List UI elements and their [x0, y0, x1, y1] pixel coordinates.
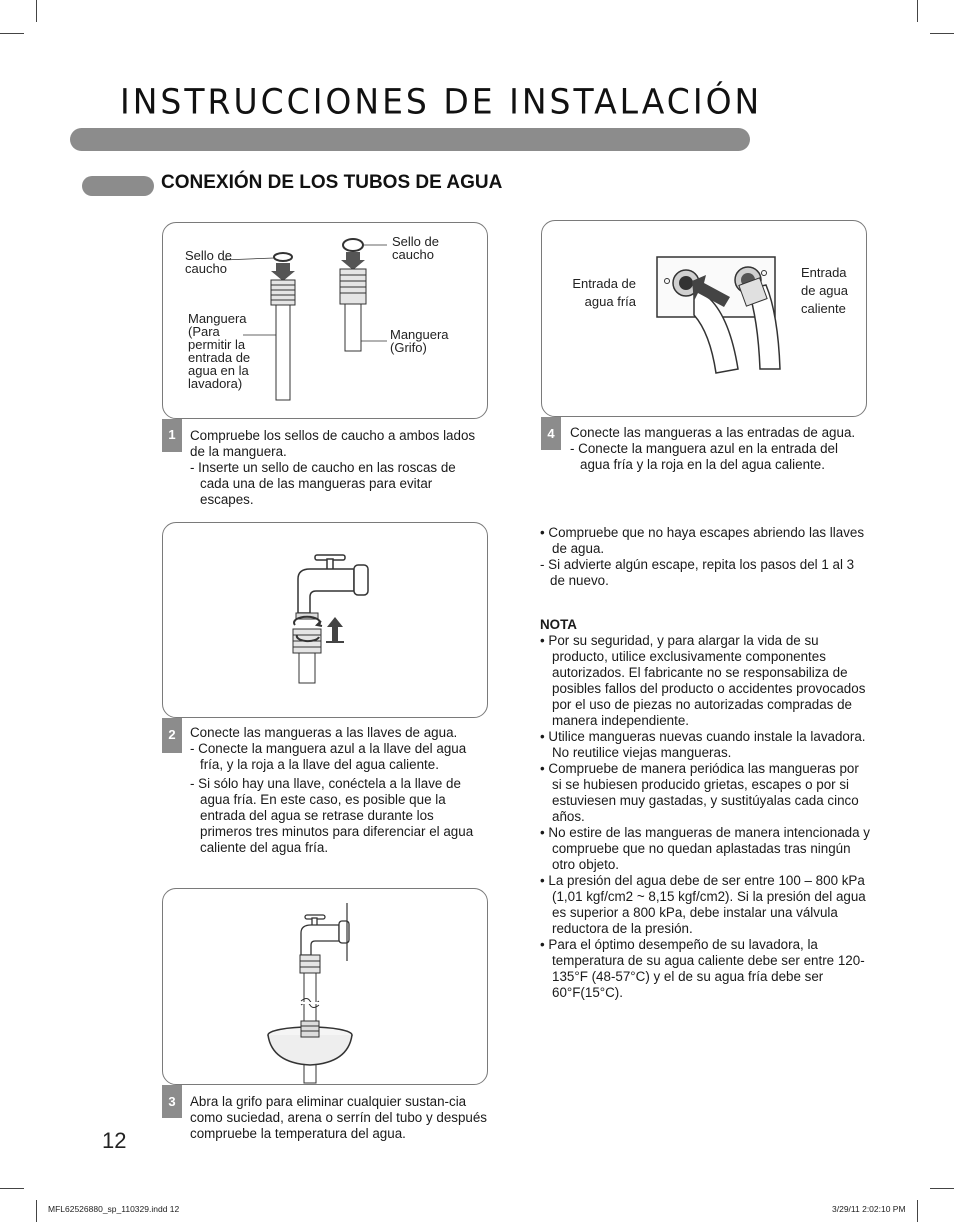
crop-mark — [930, 33, 954, 34]
note-item: • Compruebe de manera periódica las mangueras por si se hubiesen producido grietas, escapes o por si estuviesen muy gastadas, y sustitúyalas cada cinco años. — [540, 761, 859, 824]
label-hose-right: Manguera (Grifo) — [390, 327, 449, 355]
step4-sub: - Conecte la manguera azul en la entrada del agua fría y la roja en la del agua caliente. — [570, 441, 838, 472]
leak-check-bullet: • Compruebe que no haya escapes abriendo las llaves de agua. — [540, 525, 865, 556]
step4-main: Conecte las mangueras a las entradas de agua. — [570, 425, 856, 440]
label-seal-left: Sello de caucho — [185, 248, 232, 276]
leak-check-text — [540, 525, 868, 589]
note-item: • Para el óptimo desempeño de su lavadora, la temperatura de su agua caliente debe ser entre 120-135°F (48-57°C) y el de su agua fría debe ser 60°F(15°C). — [540, 937, 865, 1000]
section-pill — [82, 176, 154, 196]
leak-check-dash: - Si advierte algún escape, repita los pasos del 1 al 3 de nuevo. — [540, 557, 855, 588]
title-bar — [70, 128, 750, 151]
note-item: • Utilice mangueras nuevas cuando instale la lavadora. No reutilice viejas mangueras. — [540, 729, 866, 760]
label-cold-inlet: Entrada de agua fría — [572, 276, 636, 309]
step2-text — [190, 725, 482, 856]
step4-number: 4 — [547, 426, 555, 441]
crop-mark — [0, 33, 24, 34]
crop-mark — [0, 1188, 24, 1189]
label-hot-inlet: Entrada de agua caliente — [801, 265, 848, 316]
step1-number: 1 — [168, 427, 176, 442]
water-inlet-connection-illustration — [542, 221, 866, 416]
crop-mark — [36, 1200, 37, 1222]
section-title: CONEXIÓN DE LOS TUBOS DE AGUA — [161, 172, 503, 193]
step1-sub: - Inserte un sello de caucho en las roscas de cada una de las mangueras para evitar escapes. — [190, 460, 456, 507]
step4-illustration-panel — [541, 220, 867, 417]
footer-timestamp: 3/29/11 2:02:10 PM — [832, 1204, 906, 1214]
step3-main: Abra la grifo para eliminar cualquier sustan-cia como suciedad, arena o serrín del tubo y después compruebe la temperatura del agua. — [190, 1094, 488, 1141]
step2-sub2: - Si sólo hay una llave, conéctela a la llave de agua fría. En este caso, es posible que la entrada del agua se retrase durante los primeros tres minutos para diferenciar el agua caliente del agua fría. — [190, 776, 474, 855]
page-title: INSTRUCCIONES DE INSTALACIÓN — [120, 81, 763, 122]
page-number: 12 — [102, 1128, 127, 1153]
crop-mark — [930, 1188, 954, 1189]
label-seal-right: Sello de caucho — [392, 234, 439, 262]
faucet-connection-illustration — [163, 523, 487, 717]
note-item: • La presión del agua debe de ser entre 100 – 800 kPa (1,01 kgf/cm2 ~ 8,15 kgf/cm2). Si la presión del agua es superior a 800 kPa, debe instalar una válvula reductora de la presión. — [540, 873, 866, 936]
note-heading: NOTA — [540, 617, 577, 632]
label-hose-left: Manguera (Para permitir la entrada de agua en la lavadora) — [188, 311, 251, 391]
step3-text — [190, 1094, 490, 1142]
step2-main: Conecte las mangueras a las llaves de agua. — [190, 725, 458, 740]
footer-filename: MFL62526880_sp_110329.indd 12 — [48, 1204, 180, 1214]
crop-mark — [36, 0, 37, 22]
crop-mark — [917, 1200, 918, 1222]
flush-hose-basin-illustration — [163, 889, 487, 1084]
step4-text — [570, 425, 866, 473]
crop-mark — [917, 0, 918, 22]
step2-illustration-panel — [162, 522, 488, 718]
step2-number: 2 — [168, 727, 176, 742]
note-section — [540, 617, 870, 1001]
step2-sub1: - Conecte la manguera azul a la llave del agua fría, y la roja a la llave del agua caliente. — [190, 741, 467, 772]
step1-text — [190, 428, 480, 508]
step3-number: 3 — [168, 1094, 176, 1109]
note-item: • No estire de las mangueras de manera intencionada y compruebe que no quedan aplastadas tras ningún otro objeto. — [540, 825, 870, 872]
step1-main: Compruebe los sellos de caucho a ambos lados de la manguera. — [190, 428, 476, 459]
note-item: • Por su seguridad, y para alargar la vida de su producto, utilice exclusivamente componentes autorizados. El fabricante no se responsabiliza de posibles fallos del producto o accidentes provocados por el uso de piezas no autorizadas compradas de manera independiente. — [540, 633, 866, 728]
step3-illustration-panel — [162, 888, 488, 1085]
